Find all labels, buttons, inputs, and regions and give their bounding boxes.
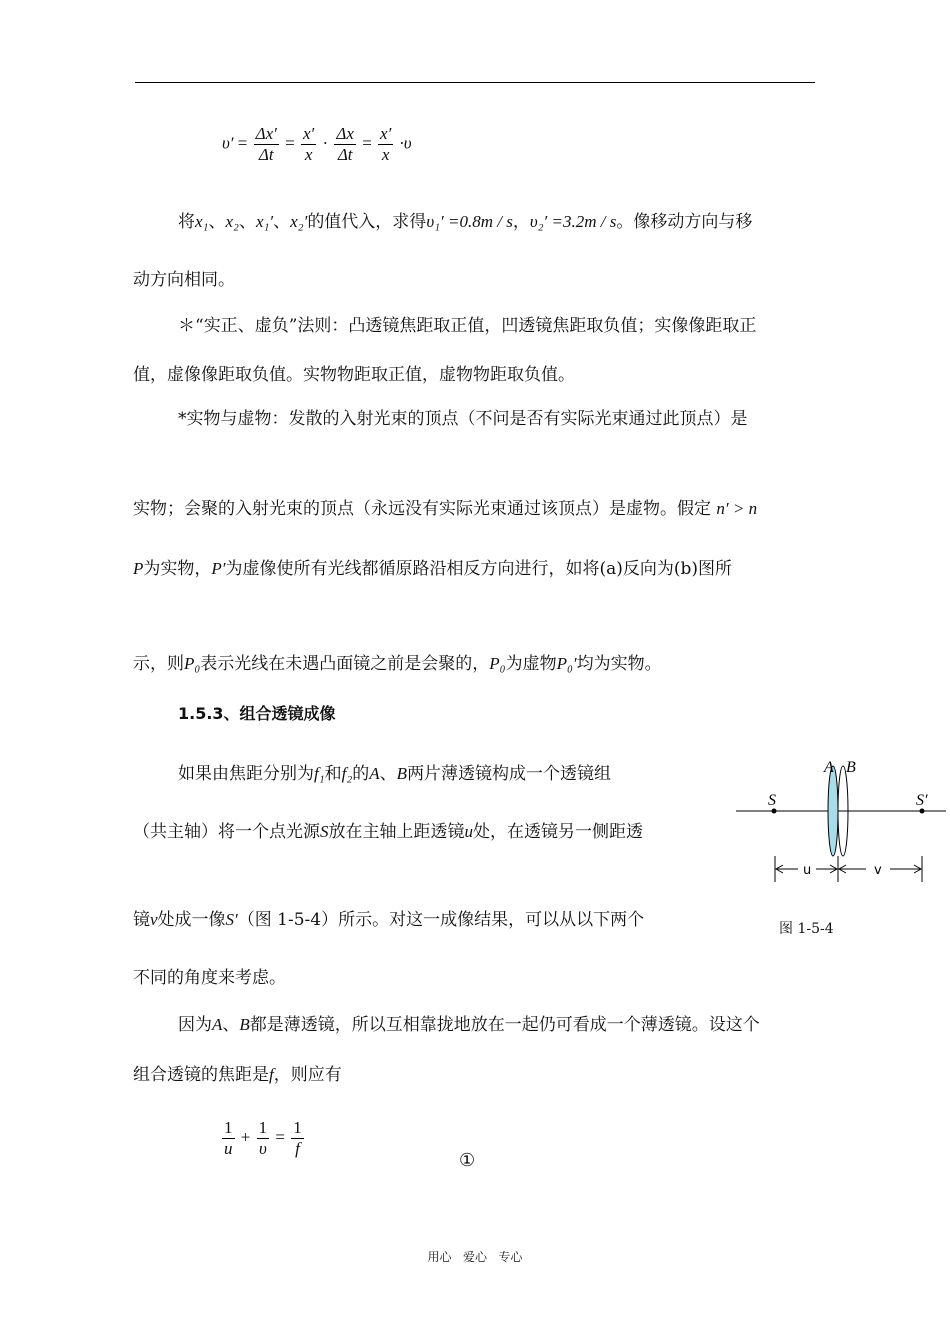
paragraph-line: ＊“实正、虚负”法则：凸透镜焦距取正值，凹透镜焦距取负值；实像像距取正 bbox=[178, 316, 757, 336]
paragraph-line bbox=[133, 497, 757, 521]
fraction-num: 1 bbox=[293, 1118, 302, 1137]
fraction bbox=[334, 124, 356, 165]
fraction-den: Δt bbox=[258, 145, 274, 164]
fraction-num: Δx bbox=[336, 124, 354, 143]
figure-caption: 图 1-5-4 bbox=[779, 921, 834, 937]
math: P₀ bbox=[489, 654, 506, 673]
label-a: A bbox=[824, 759, 834, 776]
fraction bbox=[301, 124, 316, 165]
paragraph-line bbox=[133, 557, 732, 581]
header-rule bbox=[135, 82, 815, 83]
text: 表示光线在未遇凸面镜之前是会聚的， bbox=[200, 654, 490, 674]
lens-formula bbox=[220, 1118, 306, 1159]
dot-operator: · bbox=[322, 133, 329, 153]
source-point bbox=[772, 809, 777, 814]
fraction-den: υ bbox=[258, 1139, 267, 1158]
fraction bbox=[222, 1118, 235, 1159]
eq-sign: = bbox=[285, 133, 295, 153]
label-b: B bbox=[846, 759, 856, 776]
text: 和 bbox=[324, 764, 342, 784]
math: x₁ bbox=[195, 212, 209, 231]
fraction-num: x′ bbox=[380, 124, 392, 143]
fraction-den: u bbox=[224, 1139, 233, 1158]
section-heading: 1.5.3、组合透镜成像 bbox=[178, 704, 336, 723]
velocity-equation bbox=[222, 124, 412, 165]
fraction-den: x bbox=[381, 145, 390, 164]
paragraph-line: *实物与虚物：发散的入射光束的顶点（不问是否有实际光束通过此顶点）是 bbox=[178, 409, 748, 429]
text: 。像移动方向与移 bbox=[616, 212, 753, 232]
text: 两片薄透镜构成一个透镜组 bbox=[407, 764, 612, 784]
page-footer: 用心 爱心 专心 bbox=[427, 1250, 523, 1264]
fraction bbox=[254, 124, 279, 165]
math: x₁′ bbox=[255, 212, 274, 231]
math: A bbox=[212, 1015, 223, 1034]
paragraph-line: 不同的角度来考虑。 bbox=[133, 968, 286, 988]
lens-a bbox=[828, 766, 838, 856]
text: 的值代入，求得 bbox=[307, 212, 427, 232]
math: f bbox=[269, 1065, 274, 1084]
label-s: S bbox=[768, 792, 776, 809]
fraction-num: 1 bbox=[258, 1118, 268, 1137]
plus-sign: + bbox=[240, 1127, 251, 1147]
math: S′ bbox=[225, 910, 238, 929]
text: 的 bbox=[352, 764, 370, 784]
text: 放在主轴上距透镜 bbox=[328, 822, 465, 842]
text: 均为实物。 bbox=[576, 654, 662, 674]
lens-diagram bbox=[732, 758, 950, 888]
text: 镜 bbox=[133, 910, 150, 930]
math: P₀ bbox=[184, 654, 201, 673]
math: u bbox=[464, 822, 473, 841]
text: 如果由焦距分别为 bbox=[178, 764, 314, 784]
paragraph-line bbox=[133, 652, 662, 676]
paragraph-line: 值，虚像像距取负值。实物物距取正值，虚物物距取负值。 bbox=[133, 365, 575, 385]
paragraph-line: 动方向相同。 bbox=[133, 270, 235, 290]
math: f₁ bbox=[314, 764, 325, 783]
eq-sign: = bbox=[237, 133, 248, 153]
label-v: v bbox=[874, 863, 882, 878]
text: 处，在透镜另一侧距透 bbox=[473, 822, 643, 842]
math: A bbox=[369, 764, 380, 783]
math: υ₂′ =3.2m / s bbox=[529, 212, 617, 231]
math: S bbox=[320, 822, 329, 841]
math: x₂ bbox=[225, 212, 239, 231]
text: 为虚像使所有光线都循原路沿相反方向进行，如将(a)反向为(b)图所 bbox=[225, 559, 733, 579]
text: 将 bbox=[178, 212, 195, 232]
text: 为虚物 bbox=[505, 654, 557, 674]
text: 、 bbox=[238, 212, 256, 232]
math: v bbox=[150, 910, 158, 929]
fraction-num: x′ bbox=[302, 124, 315, 143]
label-u: u bbox=[803, 863, 812, 878]
fraction bbox=[291, 1118, 304, 1159]
text: 、 bbox=[208, 212, 226, 232]
image-point bbox=[920, 809, 925, 814]
fraction bbox=[257, 1118, 270, 1159]
text: ，则应有 bbox=[273, 1065, 342, 1085]
math: x₂′ bbox=[290, 212, 308, 231]
text: 因为 bbox=[178, 1015, 212, 1035]
text: 组合透镜的焦距是 bbox=[133, 1065, 269, 1085]
math: P₀′ bbox=[556, 654, 577, 673]
math: B bbox=[396, 764, 408, 783]
paragraph-line bbox=[178, 762, 611, 786]
text: （图 1-5-4）所示。对这一成像结果，可以从以下两个 bbox=[237, 910, 645, 930]
paragraph-line bbox=[178, 1013, 760, 1037]
eq-sign: = bbox=[275, 1127, 285, 1147]
text: 示，则 bbox=[133, 654, 184, 674]
math: P bbox=[133, 559, 144, 578]
text: （共主轴）将一个点光源 bbox=[133, 822, 320, 842]
text: 处成一像 bbox=[157, 910, 226, 930]
text: 、 bbox=[379, 764, 397, 784]
text: 、 bbox=[273, 212, 291, 232]
fraction-den: f bbox=[295, 1139, 300, 1158]
paragraph-line bbox=[133, 1063, 342, 1087]
eq-sign: = bbox=[362, 133, 372, 153]
equation-number: ① bbox=[459, 1150, 476, 1171]
text: 实物；会聚的入射光束的顶点（永远没有实际光束通过该顶点）是虚物。假定 bbox=[133, 499, 711, 519]
eq-tail: ·υ bbox=[399, 133, 412, 153]
text: 为实物， bbox=[143, 559, 212, 579]
math: n′ > n bbox=[716, 499, 758, 518]
eq-lhs: υ′ bbox=[222, 133, 234, 153]
text: 、 bbox=[222, 1015, 240, 1035]
fraction-den: x bbox=[304, 145, 313, 164]
text: 都是薄透镜，所以互相靠拢地放在一起仍可看成一个薄透镜。设这个 bbox=[249, 1015, 760, 1035]
math: f₂ bbox=[341, 764, 353, 783]
math: B bbox=[239, 1015, 250, 1034]
paragraph-line bbox=[133, 908, 644, 932]
fraction-num: Δx′ bbox=[255, 124, 277, 143]
math: P′ bbox=[211, 559, 226, 578]
label-s-prime: S′ bbox=[916, 792, 928, 809]
math: υ₁′ =0.8m / s bbox=[426, 212, 513, 231]
text: ， bbox=[512, 212, 530, 232]
fraction-num: 1 bbox=[224, 1118, 233, 1137]
fraction-den: Δt bbox=[337, 145, 353, 164]
paragraph-line bbox=[133, 820, 643, 844]
fraction bbox=[378, 124, 393, 165]
paragraph-substitution bbox=[178, 210, 752, 234]
